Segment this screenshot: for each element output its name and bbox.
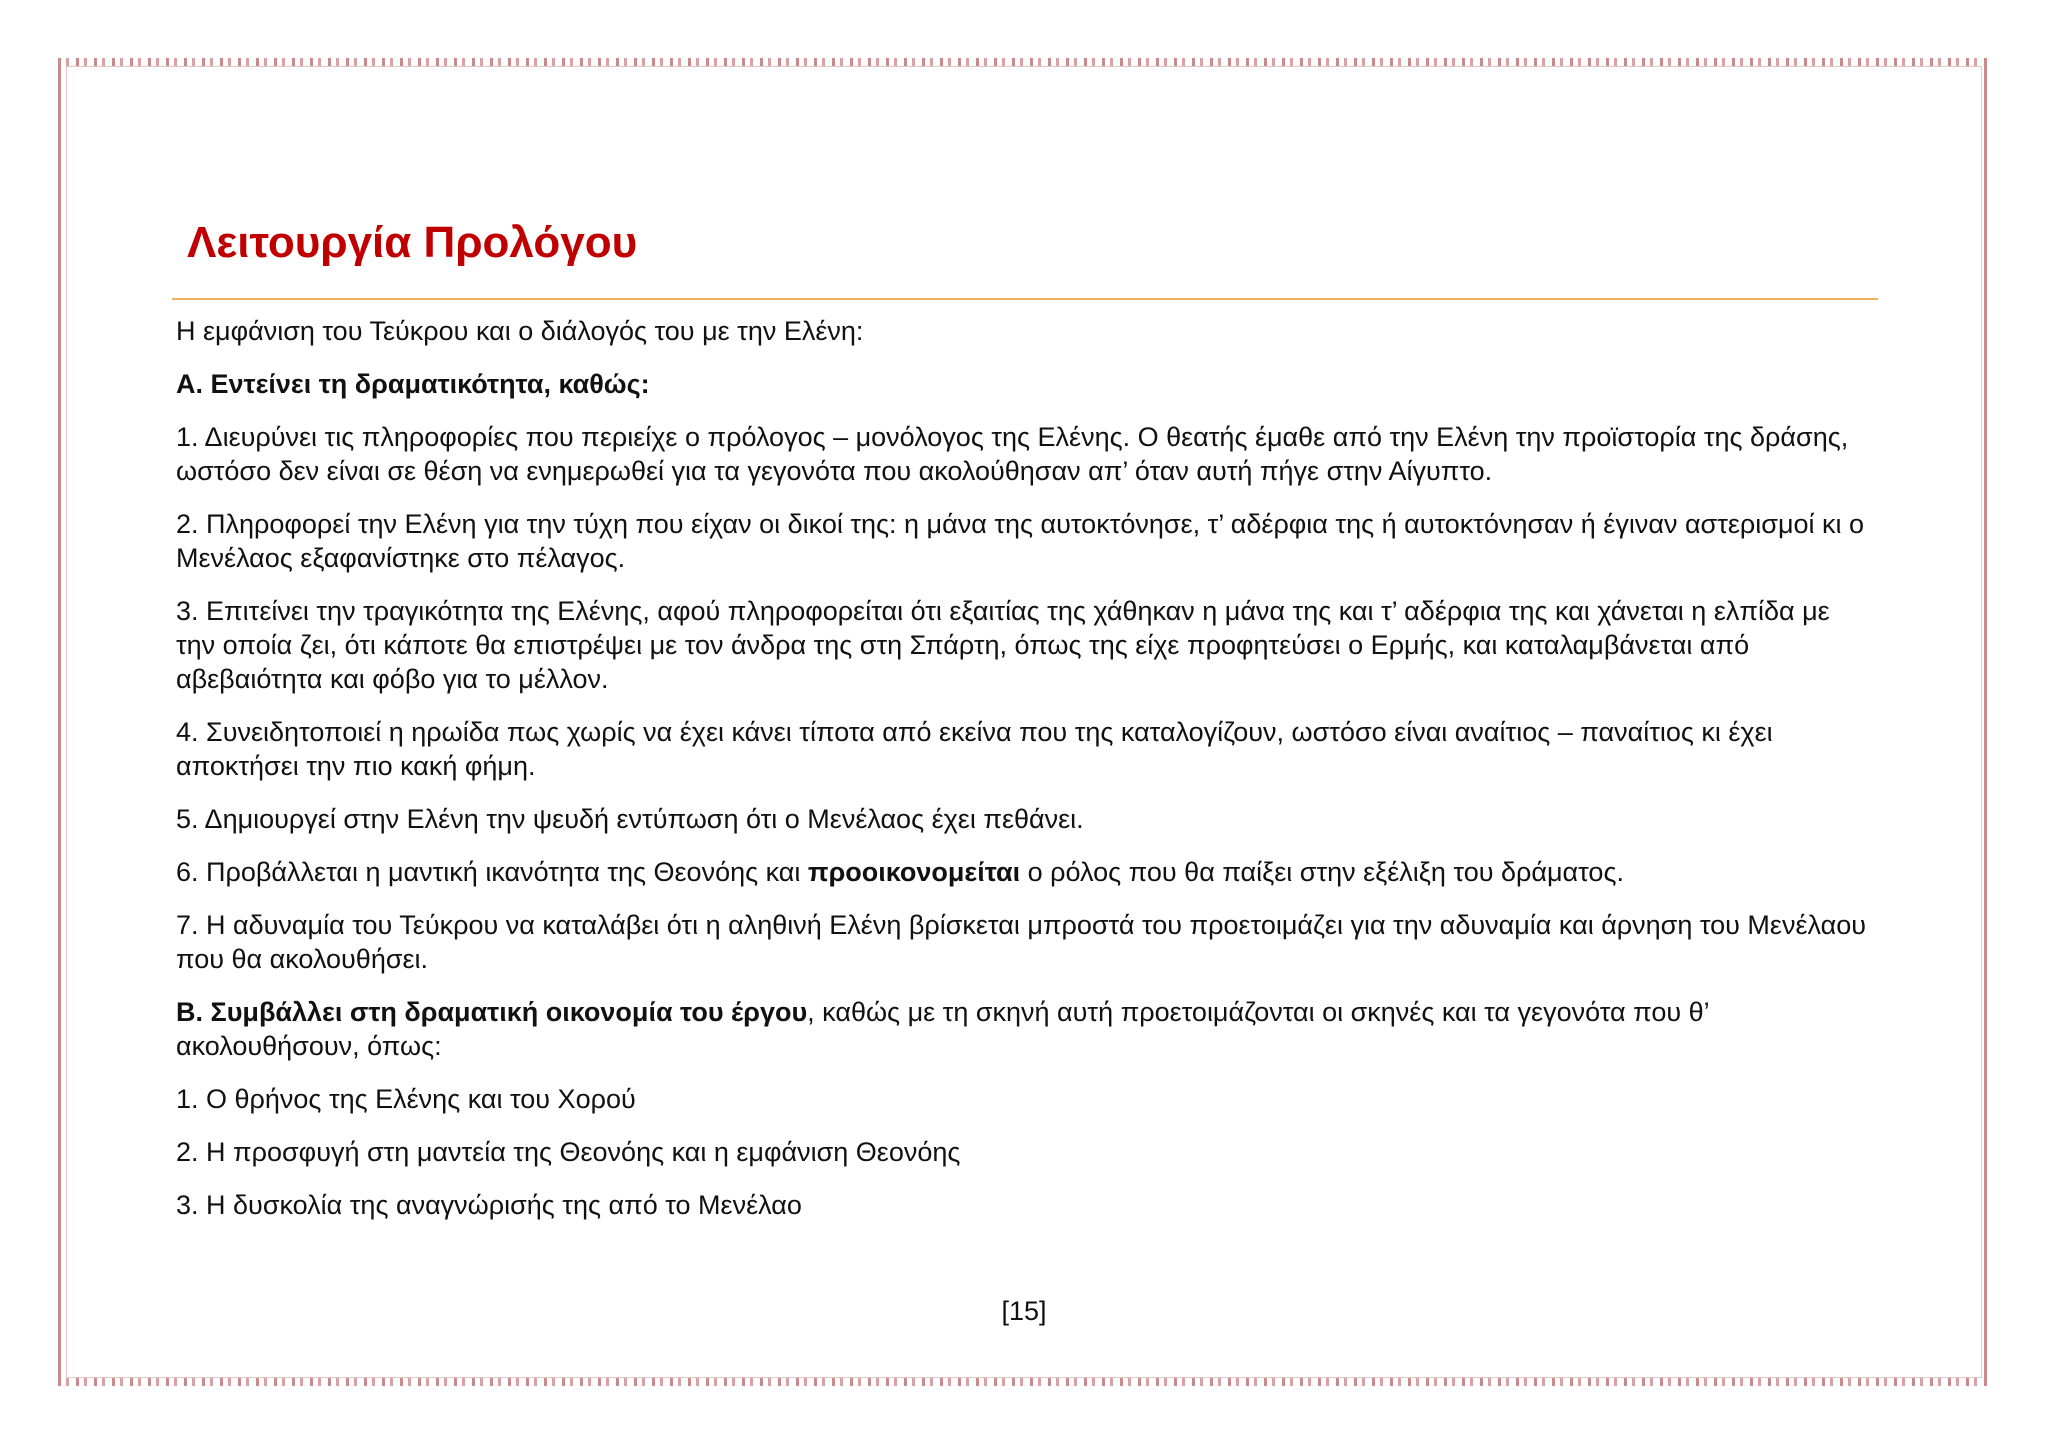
- item-6-suffix: ο ρόλος που θα παίξει στην εξέλιξη του δράματος.: [1020, 857, 1624, 887]
- section-a-item-1: 1. Διευρύνει τις πληροφορίες που περιείχε ο πρόλογος – μονόλογος της Ελένης. Ο θεατής έμαθε από την Ελένη την προϊστορία της δράσης, ωστόσο δεν είναι σε θέση να ενημερωθεί για τα γεγονότα που ακολούθησαν απ’ όταν αυτή πήγε στην Αίγυπτο.: [176, 422, 1849, 486]
- section-b-paragraph: [176, 995, 1876, 1063]
- section-b-heading-text: Β. Συμβάλλει στη δραματική οικονομία του έργου: [176, 997, 808, 1027]
- document-body: [176, 314, 1876, 1241]
- section-a-item-5: 5. Δημιουργεί στην Ελένη την ψευδή εντύπωση ότι ο Μενέλαος έχει πεθάνει.: [176, 804, 1084, 834]
- section-a-item-2: 2. Πληροφορεί την Ελένη για την τύχη που είχαν οι δικοί της: η μάνα της αυτοκτόνησε, τ’ αδέρφια της ή αυτοκτόνησαν ή έγιναν αστερισμοί κι ο Μενέλαος εξαφανίστηκε στο πέλαγος.: [176, 509, 1865, 573]
- page-number: [15]: [1001, 1296, 1047, 1326]
- title-divider: [172, 298, 1878, 300]
- section-a-heading-text: Α. Εντείνει τη δραματικότητα, καθώς:: [176, 369, 650, 399]
- section-a-item-3: 3. Επιτείνει την τραγικότητα της Ελένης, αφού πληροφορείται ότι εξαιτίας της χάθηκαν η μάνα της και τ’ αδέρφια της και χάνεται η ελπίδα με την οποία ζει, ότι κάποτε θα επιστρέψει με τον άνδρα της στη Σπάρτη, όπως της είχε προφητεύσει ο Ερμής, και καταλαμβάνεται από αβεβαιότητα και φόβο για το μέλλον.: [176, 596, 1830, 694]
- section-a-item-6: [176, 855, 1876, 889]
- section-a-item-7: 7. Η αδυναμία του Τεύκρου να καταλάβει ότι η αληθινή Ελένη βρίσκεται μπροστά του προετοιμάζει για την αδυναμία και άρνηση του Μενέλαου που θα ακολουθήσει.: [176, 910, 1866, 974]
- section-b-rest: , καθώς με τη σκηνή αυτή προετοιμάζονται οι σκηνές και τα γεγονότα που θ’ ακολουθήσουν, όπως:: [176, 997, 1709, 1061]
- section-a-item-4: 4. Συνειδητοποιεί η ηρωίδα πως χωρίς να έχει κάνει τίποτα από εκείνα που της καταλογίζουν, ωστόσο είναι αναίτιος – παναίτιος κι έχει αποκτήσει την πιο κακή φήμη.: [176, 717, 1773, 781]
- section-b-item-2: 2. Η προσφυγή στη μαντεία της Θεονόης και η εμφάνιση Θεονόης: [176, 1137, 961, 1167]
- section-b-item-3: 3. Η δυσκολία της αναγνώρισής της από το Μενέλαο: [176, 1190, 802, 1220]
- page-title: Λειτουργία Προλόγου: [187, 218, 638, 267]
- intro-paragraph: Η εμφάνιση του Τεύκρου και ο διάλογός του με την Ελένη:: [176, 316, 864, 346]
- item-6-bold-term: προοικονομείται: [807, 857, 1021, 887]
- item-6-prefix: 6. Προβάλλεται η μαντική ικανότητα της Θεονόης και: [176, 857, 808, 887]
- section-b-item-1: 1. Ο θρήνος της Ελένης και του Χορού: [176, 1084, 636, 1114]
- section-a-heading: [176, 367, 1876, 401]
